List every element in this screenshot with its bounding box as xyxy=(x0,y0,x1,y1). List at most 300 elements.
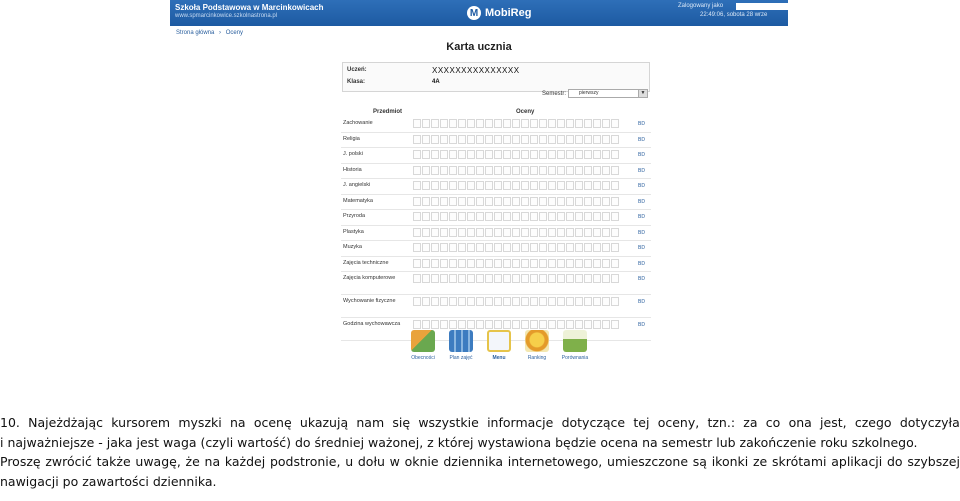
grade-cell[interactable] xyxy=(476,197,484,206)
grade-cell[interactable] xyxy=(557,243,565,252)
grade-cell[interactable] xyxy=(593,135,601,144)
grade-cell[interactable] xyxy=(422,119,430,128)
grade-cell[interactable] xyxy=(566,320,574,329)
grade-cell[interactable] xyxy=(521,274,529,283)
grade-cell[interactable] xyxy=(566,119,574,128)
final-grade-status[interactable]: BD xyxy=(638,214,645,220)
grade-cell[interactable] xyxy=(521,150,529,159)
grade-cell[interactable] xyxy=(512,212,520,221)
grade-cell[interactable] xyxy=(548,274,556,283)
grade-cell[interactable] xyxy=(566,135,574,144)
grade-cell[interactable] xyxy=(485,166,493,175)
grade-cell[interactable] xyxy=(548,119,556,128)
grade-cell[interactable] xyxy=(611,243,619,252)
grade-cell[interactable] xyxy=(458,228,466,237)
grade-cell[interactable] xyxy=(485,320,493,329)
grade-cell[interactable] xyxy=(449,166,457,175)
grade-cell[interactable] xyxy=(485,243,493,252)
grade-cell[interactable] xyxy=(458,150,466,159)
schedule-icon[interactable] xyxy=(449,330,473,352)
grade-cell[interactable] xyxy=(548,150,556,159)
grade-cell[interactable] xyxy=(557,135,565,144)
grade-cell[interactable] xyxy=(422,228,430,237)
grade-cell[interactable] xyxy=(413,274,421,283)
grade-cell[interactable] xyxy=(413,259,421,268)
grade-cell[interactable] xyxy=(566,166,574,175)
grade-cell[interactable] xyxy=(575,274,583,283)
nav-shortcut-2[interactable] xyxy=(442,330,480,361)
grade-cell[interactable] xyxy=(611,181,619,190)
grade-cell[interactable] xyxy=(440,320,448,329)
grade-cell[interactable] xyxy=(602,228,610,237)
grade-cell[interactable] xyxy=(413,320,421,329)
grade-cell[interactable] xyxy=(611,297,619,306)
grade-cell[interactable] xyxy=(467,197,475,206)
grade-cell[interactable] xyxy=(458,320,466,329)
grade-cell[interactable] xyxy=(476,166,484,175)
grade-cell[interactable] xyxy=(593,119,601,128)
grade-cell[interactable] xyxy=(467,150,475,159)
grade-cell[interactable] xyxy=(584,320,592,329)
grade-cell[interactable] xyxy=(476,119,484,128)
grade-cell[interactable] xyxy=(548,181,556,190)
grade-cell[interactable] xyxy=(440,243,448,252)
grade-cell[interactable] xyxy=(449,119,457,128)
grade-cell[interactable] xyxy=(548,212,556,221)
grade-cell[interactable] xyxy=(575,119,583,128)
grade-cell[interactable] xyxy=(431,320,439,329)
grade-cell[interactable] xyxy=(539,166,547,175)
grade-cell[interactable] xyxy=(602,150,610,159)
grade-cell[interactable] xyxy=(611,166,619,175)
grade-cell[interactable] xyxy=(602,274,610,283)
grade-cell[interactable] xyxy=(521,297,529,306)
grade-cell[interactable] xyxy=(584,212,592,221)
grade-cell[interactable] xyxy=(422,297,430,306)
grade-cell[interactable] xyxy=(593,297,601,306)
grade-cell[interactable] xyxy=(440,228,448,237)
grade-cell[interactable] xyxy=(485,228,493,237)
grade-cell[interactable] xyxy=(467,228,475,237)
grade-cell[interactable] xyxy=(458,274,466,283)
grade-cell[interactable] xyxy=(431,166,439,175)
grade-cell[interactable] xyxy=(458,135,466,144)
grade-cell[interactable] xyxy=(467,274,475,283)
grade-cell[interactable] xyxy=(494,166,502,175)
comparison-icon[interactable] xyxy=(563,330,587,352)
grade-cell[interactable] xyxy=(494,181,502,190)
grade-cell[interactable] xyxy=(557,297,565,306)
grade-cell[interactable] xyxy=(476,320,484,329)
grade-cell[interactable] xyxy=(557,259,565,268)
final-grade-status[interactable]: BD xyxy=(638,152,645,158)
final-grade-status[interactable]: BD xyxy=(638,245,645,251)
grade-cell[interactable] xyxy=(431,228,439,237)
grade-cell[interactable] xyxy=(494,243,502,252)
grade-cell[interactable] xyxy=(521,243,529,252)
grade-cell[interactable] xyxy=(485,274,493,283)
grade-cell[interactable] xyxy=(476,135,484,144)
grade-cell[interactable] xyxy=(593,228,601,237)
grade-cell[interactable] xyxy=(512,181,520,190)
grade-cell[interactable] xyxy=(422,197,430,206)
grade-cell[interactable] xyxy=(530,320,538,329)
grade-cell[interactable] xyxy=(512,259,520,268)
grade-cell[interactable] xyxy=(440,297,448,306)
grade-cell[interactable] xyxy=(485,181,493,190)
nav-label[interactable]: Ranking xyxy=(527,355,547,361)
grade-cell[interactable] xyxy=(485,119,493,128)
grade-cell[interactable] xyxy=(602,135,610,144)
grade-cell[interactable] xyxy=(557,320,565,329)
grade-cell[interactable] xyxy=(485,212,493,221)
grade-cell[interactable] xyxy=(512,320,520,329)
grade-cell[interactable] xyxy=(467,181,475,190)
grade-cell[interactable] xyxy=(458,119,466,128)
grade-cell[interactable] xyxy=(557,150,565,159)
grade-cell[interactable] xyxy=(512,135,520,144)
grade-cell[interactable] xyxy=(575,166,583,175)
grade-cell[interactable] xyxy=(593,212,601,221)
grade-cell[interactable] xyxy=(602,197,610,206)
grade-cell[interactable] xyxy=(548,243,556,252)
grade-cell[interactable] xyxy=(503,212,511,221)
grade-cell[interactable] xyxy=(539,274,547,283)
grade-cell[interactable] xyxy=(512,297,520,306)
grade-cell[interactable] xyxy=(413,119,421,128)
grade-cell[interactable] xyxy=(566,197,574,206)
grade-cell[interactable] xyxy=(575,228,583,237)
grade-cell[interactable] xyxy=(566,212,574,221)
semester-select[interactable] xyxy=(568,89,648,98)
grade-cell[interactable] xyxy=(521,119,529,128)
grade-cell[interactable] xyxy=(584,259,592,268)
grade-cell[interactable] xyxy=(539,228,547,237)
grade-cell[interactable] xyxy=(431,197,439,206)
grade-cell[interactable] xyxy=(557,181,565,190)
grade-cell[interactable] xyxy=(611,259,619,268)
grade-cell[interactable] xyxy=(602,297,610,306)
grade-cell[interactable] xyxy=(539,243,547,252)
grade-cell[interactable] xyxy=(557,274,565,283)
grade-cell[interactable] xyxy=(575,297,583,306)
grade-cell[interactable] xyxy=(512,150,520,159)
grade-cell[interactable] xyxy=(566,181,574,190)
grade-cell[interactable] xyxy=(458,212,466,221)
final-grade-status[interactable]: BD xyxy=(638,167,645,174)
grade-cell[interactable] xyxy=(503,228,511,237)
grade-cell[interactable] xyxy=(602,166,610,175)
breadcrumb-grades[interactable]: Oceny xyxy=(225,30,244,36)
final-grade-status[interactable]: BD xyxy=(638,229,645,236)
final-grade-status[interactable]: BD xyxy=(638,299,645,305)
grade-cell[interactable] xyxy=(557,212,565,221)
grade-cell[interactable] xyxy=(611,150,619,159)
grade-cell[interactable] xyxy=(467,259,475,268)
grade-cell[interactable] xyxy=(413,197,421,206)
grade-cell[interactable] xyxy=(449,228,457,237)
grade-cell[interactable] xyxy=(422,135,430,144)
grade-cell[interactable] xyxy=(512,274,520,283)
grade-cell[interactable] xyxy=(611,135,619,144)
grade-cell[interactable] xyxy=(611,119,619,128)
grade-cell[interactable] xyxy=(575,181,583,190)
grade-cell[interactable] xyxy=(494,259,502,268)
grade-cell[interactable] xyxy=(431,135,439,144)
grade-cell[interactable] xyxy=(503,119,511,128)
grade-cell[interactable] xyxy=(422,150,430,159)
menu-icon[interactable] xyxy=(487,330,511,352)
grade-cell[interactable] xyxy=(530,297,538,306)
grade-cell[interactable] xyxy=(593,181,601,190)
grade-cell[interactable] xyxy=(413,181,421,190)
grade-cell[interactable] xyxy=(422,259,430,268)
grade-cell[interactable] xyxy=(422,320,430,329)
grade-cell[interactable] xyxy=(539,150,547,159)
grade-cell[interactable] xyxy=(530,119,538,128)
grade-cell[interactable] xyxy=(593,166,601,175)
grade-cell[interactable] xyxy=(494,197,502,206)
grade-cell[interactable] xyxy=(494,212,502,221)
mobireg-logo[interactable] xyxy=(467,5,531,21)
grade-cell[interactable] xyxy=(584,297,592,306)
grade-cell[interactable] xyxy=(413,228,421,237)
grade-cell[interactable] xyxy=(413,212,421,221)
grade-cell[interactable] xyxy=(602,243,610,252)
grade-cell[interactable] xyxy=(584,274,592,283)
grade-cell[interactable] xyxy=(494,119,502,128)
grade-cell[interactable] xyxy=(530,150,538,159)
grade-cell[interactable] xyxy=(539,320,547,329)
grade-cell[interactable] xyxy=(413,243,421,252)
grade-cell[interactable] xyxy=(593,259,601,268)
grade-cell[interactable] xyxy=(431,274,439,283)
grade-cell[interactable] xyxy=(566,150,574,159)
grade-cell[interactable] xyxy=(476,212,484,221)
grade-cell[interactable] xyxy=(602,259,610,268)
final-grade-status[interactable]: BD xyxy=(638,136,645,143)
nav-shortcut-3[interactable] xyxy=(480,330,518,361)
grade-cell[interactable] xyxy=(548,135,556,144)
grade-cell[interactable] xyxy=(431,150,439,159)
grade-cell[interactable] xyxy=(467,320,475,329)
grade-cell[interactable] xyxy=(440,150,448,159)
grade-cell[interactable] xyxy=(539,119,547,128)
grade-cell[interactable] xyxy=(584,228,592,237)
breadcrumb-home[interactable]: Strona główna xyxy=(176,30,215,36)
grade-cell[interactable] xyxy=(593,197,601,206)
grade-cell[interactable] xyxy=(521,228,529,237)
grade-cell[interactable] xyxy=(503,150,511,159)
grade-cell[interactable] xyxy=(440,119,448,128)
grade-cell[interactable] xyxy=(422,181,430,190)
grade-cell[interactable] xyxy=(611,320,619,329)
grade-cell[interactable] xyxy=(512,197,520,206)
ranking-icon[interactable] xyxy=(525,330,549,352)
grade-cell[interactable] xyxy=(503,243,511,252)
grade-cell[interactable] xyxy=(449,135,457,144)
grade-cell[interactable] xyxy=(494,135,502,144)
grade-cell[interactable] xyxy=(548,197,556,206)
grade-cell[interactable] xyxy=(530,274,538,283)
grade-cell[interactable] xyxy=(440,259,448,268)
grade-cell[interactable] xyxy=(467,119,475,128)
grade-cell[interactable] xyxy=(494,274,502,283)
final-grade-status[interactable]: BD xyxy=(638,322,645,328)
grade-cell[interactable] xyxy=(539,135,547,144)
grade-cell[interactable] xyxy=(458,197,466,206)
grade-cell[interactable] xyxy=(512,243,520,252)
grade-cell[interactable] xyxy=(422,274,430,283)
grade-cell[interactable] xyxy=(575,150,583,159)
nav-label[interactable]: Menu xyxy=(492,355,506,361)
grade-cell[interactable] xyxy=(530,197,538,206)
grade-cell[interactable] xyxy=(503,320,511,329)
grade-cell[interactable] xyxy=(449,150,457,159)
grade-cell[interactable] xyxy=(476,228,484,237)
grade-cell[interactable] xyxy=(494,320,502,329)
grade-cell[interactable] xyxy=(449,259,457,268)
grade-cell[interactable] xyxy=(503,259,511,268)
grade-cell[interactable] xyxy=(485,150,493,159)
grade-cell[interactable] xyxy=(611,274,619,283)
grade-cell[interactable] xyxy=(449,274,457,283)
grade-cell[interactable] xyxy=(584,166,592,175)
grade-cell[interactable] xyxy=(503,135,511,144)
grade-cell[interactable] xyxy=(494,297,502,306)
grade-cell[interactable] xyxy=(602,212,610,221)
grade-cell[interactable] xyxy=(530,166,538,175)
grade-cell[interactable] xyxy=(449,243,457,252)
grade-cell[interactable] xyxy=(440,212,448,221)
grade-cell[interactable] xyxy=(422,212,430,221)
grade-cell[interactable] xyxy=(539,212,547,221)
grade-cell[interactable] xyxy=(431,297,439,306)
grade-cell[interactable] xyxy=(602,181,610,190)
grade-cell[interactable] xyxy=(503,166,511,175)
grade-cell[interactable] xyxy=(593,274,601,283)
grade-cell[interactable] xyxy=(440,181,448,190)
final-grade-status[interactable]: BD xyxy=(638,183,645,189)
grade-cell[interactable] xyxy=(521,197,529,206)
grade-cell[interactable] xyxy=(494,228,502,237)
grade-cell[interactable] xyxy=(611,197,619,206)
grade-cell[interactable] xyxy=(413,297,421,306)
grade-cell[interactable] xyxy=(413,135,421,144)
grade-cell[interactable] xyxy=(503,181,511,190)
grade-cell[interactable] xyxy=(503,274,511,283)
grade-cell[interactable] xyxy=(431,119,439,128)
grade-cell[interactable] xyxy=(512,228,520,237)
grade-cell[interactable] xyxy=(458,166,466,175)
grade-cell[interactable] xyxy=(521,135,529,144)
grade-cell[interactable] xyxy=(566,297,574,306)
nav-shortcut-5[interactable] xyxy=(556,330,594,361)
grade-cell[interactable] xyxy=(557,119,565,128)
grade-cell[interactable] xyxy=(503,197,511,206)
grade-cell[interactable] xyxy=(476,297,484,306)
grade-cell[interactable] xyxy=(449,320,457,329)
grade-cell[interactable] xyxy=(602,119,610,128)
grade-cell[interactable] xyxy=(548,166,556,175)
grade-cell[interactable] xyxy=(467,212,475,221)
grade-cell[interactable] xyxy=(602,320,610,329)
grade-cell[interactable] xyxy=(449,212,457,221)
grade-cell[interactable] xyxy=(575,243,583,252)
final-grade-status[interactable]: BD xyxy=(638,260,645,267)
grade-cell[interactable] xyxy=(413,166,421,175)
final-grade-status[interactable]: BD xyxy=(638,198,645,205)
grade-cell[interactable] xyxy=(476,274,484,283)
attendance-icon[interactable] xyxy=(411,330,435,352)
grade-cell[interactable] xyxy=(476,181,484,190)
grade-cell[interactable] xyxy=(440,166,448,175)
grade-cell[interactable] xyxy=(584,135,592,144)
grade-cell[interactable] xyxy=(611,228,619,237)
grade-cell[interactable] xyxy=(548,320,556,329)
grade-cell[interactable] xyxy=(431,243,439,252)
grade-cell[interactable] xyxy=(584,181,592,190)
grade-cell[interactable] xyxy=(449,181,457,190)
grade-cell[interactable] xyxy=(521,212,529,221)
grade-cell[interactable] xyxy=(566,259,574,268)
grade-cell[interactable] xyxy=(476,243,484,252)
grade-cell[interactable] xyxy=(548,259,556,268)
grade-cell[interactable] xyxy=(539,297,547,306)
grade-cell[interactable] xyxy=(458,181,466,190)
grade-cell[interactable] xyxy=(485,197,493,206)
grade-cell[interactable] xyxy=(566,228,574,237)
grade-cell[interactable] xyxy=(485,297,493,306)
grade-cell[interactable] xyxy=(521,259,529,268)
grade-cell[interactable] xyxy=(422,166,430,175)
grade-cell[interactable] xyxy=(575,135,583,144)
nav-shortcut-1[interactable] xyxy=(404,330,442,361)
final-grade-status[interactable]: BD xyxy=(638,276,645,282)
grade-cell[interactable] xyxy=(512,119,520,128)
grade-cell[interactable] xyxy=(557,197,565,206)
grade-cell[interactable] xyxy=(539,197,547,206)
grade-cell[interactable] xyxy=(611,212,619,221)
grade-cell[interactable] xyxy=(521,166,529,175)
grade-cell[interactable] xyxy=(485,135,493,144)
grade-cell[interactable] xyxy=(440,135,448,144)
grade-cell[interactable] xyxy=(449,197,457,206)
grade-cell[interactable] xyxy=(584,119,592,128)
grade-cell[interactable] xyxy=(584,150,592,159)
grade-cell[interactable] xyxy=(503,297,511,306)
grade-cell[interactable] xyxy=(584,243,592,252)
grade-cell[interactable] xyxy=(548,228,556,237)
nav-label[interactable]: Plan zajęć xyxy=(449,355,473,361)
grade-cell[interactable] xyxy=(476,150,484,159)
grade-cell[interactable] xyxy=(431,212,439,221)
final-grade-status[interactable]: BD xyxy=(638,121,645,127)
grade-cell[interactable] xyxy=(557,228,565,237)
grade-cell[interactable] xyxy=(584,197,592,206)
grade-cell[interactable] xyxy=(575,197,583,206)
grade-cell[interactable] xyxy=(539,181,547,190)
grade-cell[interactable] xyxy=(575,212,583,221)
chevron-down-icon[interactable]: ▼ xyxy=(638,90,647,97)
grade-cell[interactable] xyxy=(530,228,538,237)
grade-cell[interactable] xyxy=(530,212,538,221)
grade-cell[interactable] xyxy=(467,135,475,144)
grade-cell[interactable] xyxy=(593,150,601,159)
grade-cell[interactable] xyxy=(458,243,466,252)
grade-cell[interactable] xyxy=(512,166,520,175)
school-url[interactable]: www.spmarcinkowice.szkolnastrona.pl xyxy=(175,13,278,19)
